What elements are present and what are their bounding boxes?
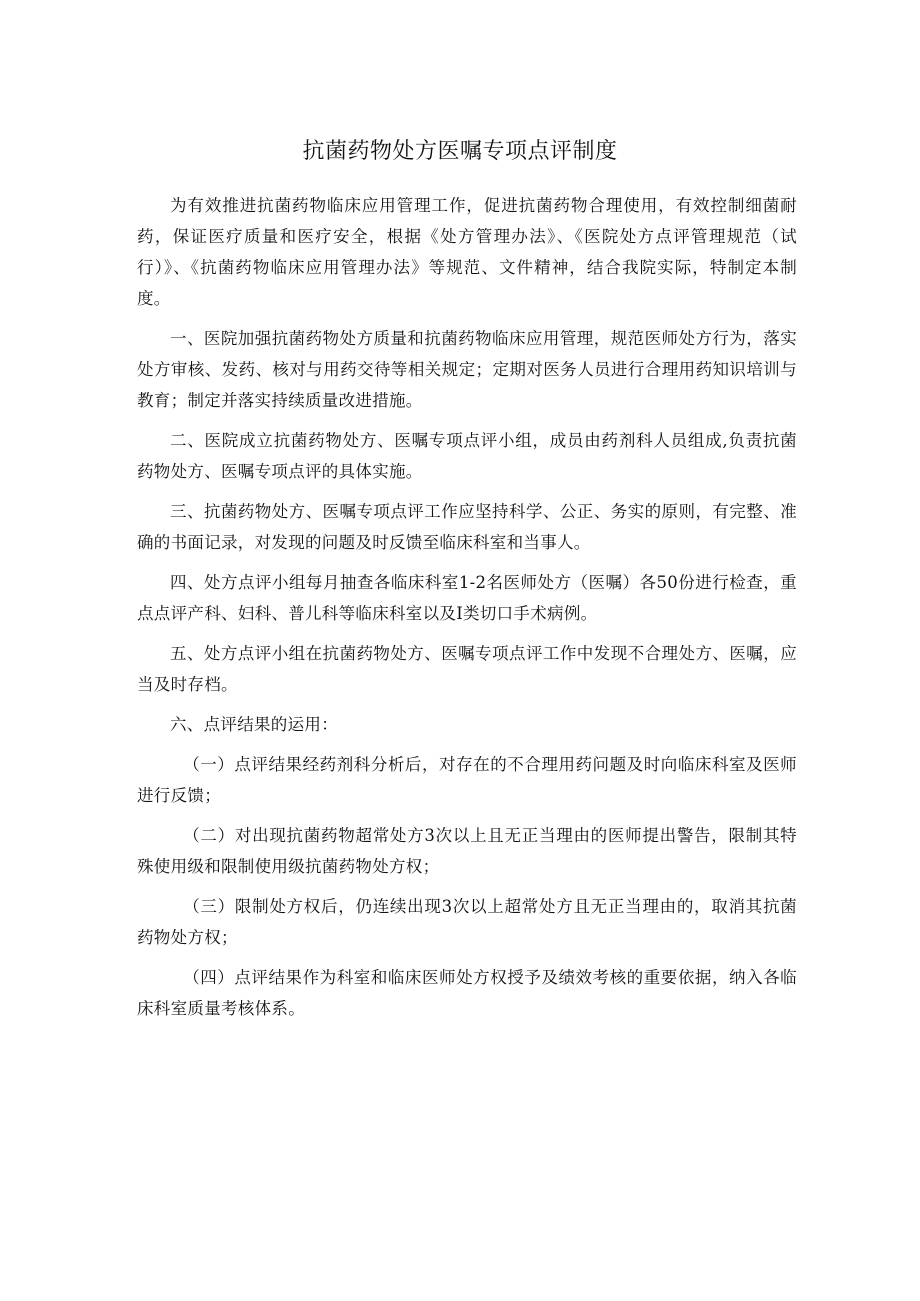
- clause-6-heading: 六、点评结果的运用：: [170, 715, 338, 734]
- sub-item-3: （三）限制处方权后，仍连续出现3次以上超常处方且无正当理由的，取消其抗菌药物处方权；: [137, 897, 797, 947]
- clause-1-paragraph: 一、医院加强抗菌药物处方质量和抗菌药物临床应用管理，规范医师处方行为，落实处方审核、发药、核对与用药交待等相关规定；定期对医务人员进行合理用药知识培训与教育；制定并落实持续质量改进措施。: [137, 329, 797, 410]
- clause-4-paragraph: 四、处方点评小组每月抽查各临床科室1-2名医师处方（医嘱）各50份进行检查，重点点评产科、妇科、普儿科等临床科室以及I类切口手术病例。: [137, 573, 797, 623]
- clause-2-paragraph: 二、医院成立抗菌药物处方、医嘱专项点评小组，成员由药剂科人员组成,负责抗菌药物处方、医嘱专项点评的具体实施。: [137, 431, 797, 481]
- sub-item-2: （二）对出现抗菌药物超常处方3次以上且无正当理由的医师提出警告，限制其特殊使用级和限制使用级抗菌药物处方权；: [137, 826, 797, 876]
- clause-3-paragraph: 三、抗菌药物处方、医嘱专项点评工作应坚持科学、公正、务实的原则，有完整、准确的书面记录，对发现的问题及时反馈至临床科室和当事人。: [137, 502, 797, 552]
- sub-item-1: （一）点评结果经药剂科分析后，对存在的不合理用药问题及时向临床科室及医师进行反馈；: [137, 755, 797, 805]
- document-title: 抗菌药物处方医嘱专项点评制度: [302, 139, 618, 164]
- document-body: [137, 190, 797, 1033]
- sub-item-4: （四）点评结果作为科室和临床医师处方权授予及绩效考核的重要依据，纳入各临床科室质量考核体系。: [137, 968, 797, 1018]
- clause-5-paragraph: 五、处方点评小组在抗菌药物处方、医嘱专项点评工作中发现不合理处方、医嘱，应当及时存档。: [137, 644, 797, 694]
- intro-paragraph: 为有效推进抗菌药物临床应用管理工作，促进抗菌药物合理使用，有效控制细菌耐药，保证医疗质量和医疗安全，根据《处方管理办法》、《医院处方点评管理规范（试行）》、《抗菌药物临床应用管理办法》等规范、文件精神，结合我院实际，特制定本制度。: [137, 196, 797, 308]
